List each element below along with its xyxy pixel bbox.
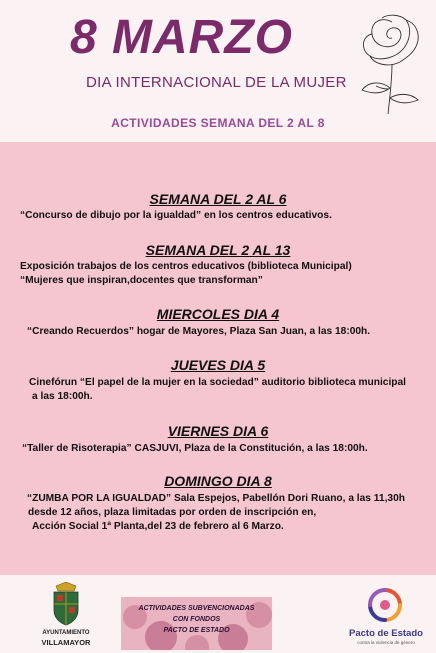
ayuntamiento-name: VILLAMAYOR [41,638,91,647]
week-heading: ACTIVIDADES SEMANA DEL 2 AL 8 [111,116,325,130]
page-subtitle: DIA INTERNACIONAL DE LA MUJER [86,74,347,91]
section-text-line: Acción Social 1ª Planta,del 23 de febrero al 6 Marzo. [32,521,284,532]
section-heading-jueves: JUEVES DIA 5 [170,357,266,373]
pacto-de-estado-logo-icon [366,586,404,624]
ayuntamiento-label: AYUNTAMIENTO [42,630,90,636]
subsidy-banner [121,597,272,650]
rose-illustration-icon [352,10,432,120]
section-text-line: “Taller de Risoterapia” CASJUVI, Plaza de la Constitución, a las 18:00h. [22,443,368,454]
section-text-line: “Concurso de dibujo por la igualdad” en los centros educativos. [20,210,332,221]
section-text-line: Cinefórun “El papel de la mujer en la sociedad” auditorio biblioteca municipal [29,377,407,388]
coat-of-arms-icon [48,582,84,626]
banner-text [121,603,272,636]
section-text-line: “ZUMBA POR LA IGUALDAD” Sala Espejos, Pabellón Dori Ruano, a las 11,30h [27,493,405,504]
section-heading-semana-2-13: SEMANA DEL 2 AL 13 [145,242,291,258]
section-text-line: desde 12 años, plaza limitadas por orden de inscripción en, [28,507,317,518]
pacto-name: Pacto de Estado [349,628,423,639]
section-heading-miercoles: MIERCOLES DIA 4 [156,306,280,322]
section-heading-semana-2-6: SEMANA DEL 2 AL 6 [149,191,287,207]
section-heading-domingo: DOMINGO DIA 8 [164,473,272,489]
section-text-line: a las 18:00h. [32,391,93,402]
banner-line: CON FONDOS [172,616,221,623]
pacto-tagline: contra la violencia de género [357,640,415,645]
section-text-line: “Mujeres que inspiran,docentes que transforman” [20,275,263,286]
section-heading-viernes: VIERNES DIA 6 [167,423,269,439]
banner-line: ACTIVIDADES SUBVENCIONADAS [138,605,255,612]
section-text-line: Exposición trabajos de los centros educativos (biblioteca Municipal) [20,261,352,272]
page-title: 8 MARZO [70,11,293,64]
section-text-line: “Creando Recuerdos” hogar de Mayores, Plaza San Juan, a las 18:00h. [27,326,371,337]
banner-line: PACTO DE ESTADO [163,627,230,634]
